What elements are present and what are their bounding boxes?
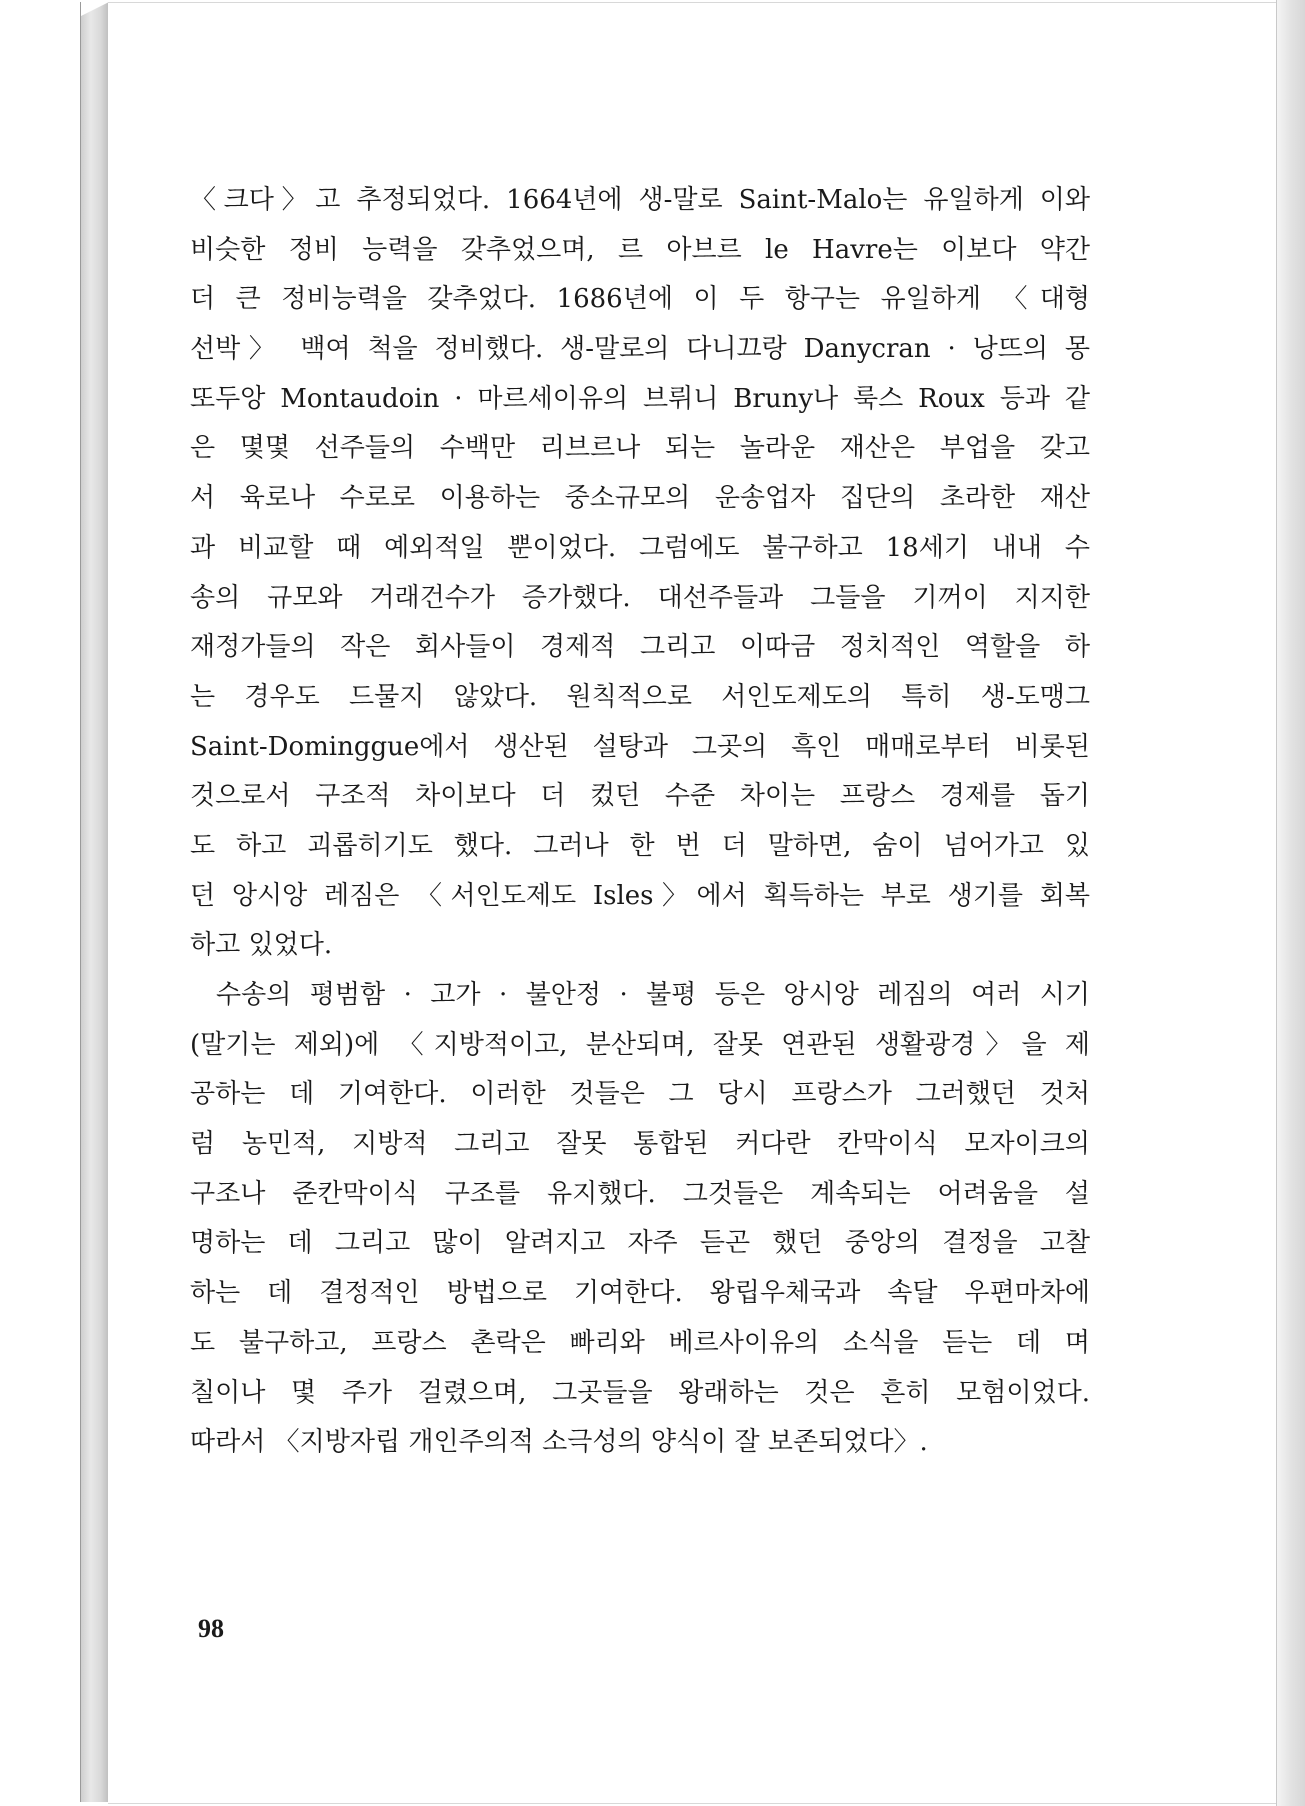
text-line: 하고 있었다. — [190, 930, 333, 961]
page-number: 98 — [198, 1614, 224, 1643]
text-line: 비슷한 정비 능력을 갖추었으며, 르 아브르 le Havre는 이보다 약간 — [190, 234, 1090, 265]
page-stack-edge-right — [1276, 0, 1305, 1806]
page-stack-edge-left — [80, 2, 109, 1802]
text-line: 도 불구하고, 프랑스 촌락은 빠리와 베르사이유의 소식을 듣는 데 며 — [190, 1327, 1090, 1358]
text-line: Saint-Dominggue에서 생산된 설탕과 그곳의 흑인 매매로부터 비롯된 — [190, 731, 1090, 762]
paragraph-1 — [190, 176, 1090, 971]
text-line: (말기는 제외)에 〈지방적이고, 분산되며, 잘못 연관된 생활광경〉을 제 — [190, 1029, 1090, 1060]
text-line: 송의 규모와 거래건수가 증가했다. 대선주들과 그들을 기꺼이 지지한 — [190, 582, 1090, 613]
text-line: 과 비교할 때 예외적일 뿐이었다. 그럼에도 불구하고 18세기 내내 수 — [190, 532, 1090, 563]
text-line: 재정가들의 작은 회사들이 경제적 그리고 이따금 정치적인 역할을 하 — [190, 632, 1090, 663]
text-line: 따라서 〈지방자립 개인주의적 소극성의 양식이 잘 보존되었다〉. — [190, 1427, 928, 1458]
text-line: 던 앙시앙 레짐은 〈서인도제도 Isles〉에서 획득하는 부로 생기를 회복 — [190, 880, 1090, 911]
text-line: 구조나 준칸막이식 구조를 유지했다. 그것들은 계속되는 어려움을 설 — [190, 1178, 1090, 1209]
text-line: 〈크다〉고 추정되었다. 1664년에 생-말로 Saint-Malo는 유일하게 이와 — [190, 185, 1090, 215]
text-line: 더 큰 정비능력을 갖추었다. 1686년에 이 두 항구는 유일하게 〈대형 — [190, 284, 1090, 315]
text-line: 선박〉 백여 척을 정비했다. 생-말로의 다니끄랑 Danycran · 낭뜨의 몽 — [190, 334, 1090, 365]
text-line: 것으로서 구조적 차이보다 더 컸던 수준 차이는 프랑스 경제를 돕기 — [190, 781, 1090, 812]
text-line: 수송의 평범함 · 고가 · 불안정 · 불평 등은 앙시앙 레짐의 여러 시기 — [216, 980, 1090, 1010]
text-line: 는 경우도 드물지 않았다. 원칙적으로 서인도제도의 특히 생-도맹그 — [190, 681, 1090, 712]
text-line: 명하는 데 그리고 많이 알려지고 자주 듣곤 했던 중앙의 결정을 고찰 — [190, 1228, 1090, 1259]
text-line: 은 몇몇 선주들의 수백만 리브르나 되는 놀라운 재산은 부업을 갖고 — [190, 433, 1090, 464]
text-line: 도 하고 괴롭히기도 했다. 그러나 한 번 더 말하면, 숨이 넘어가고 있 — [190, 830, 1090, 861]
text-line: 또두앙 Montaudoin · 마르세이유의 브뤼니 Bruny나 룩스 Roux 등과 같 — [190, 383, 1090, 414]
text-line: 서 육로나 수로로 이용하는 중소규모의 운송업자 집단의 초라한 재산 — [190, 483, 1090, 514]
text-line: 하는 데 결정적인 방법으로 기여한다. 왕립우체국과 속달 우편마차에 — [190, 1278, 1090, 1309]
paragraph-2 — [190, 971, 1090, 1468]
text-line: 럼 농민적, 지방적 그리고 잘못 통합된 커다란 칸막이식 모자이크의 — [190, 1129, 1090, 1160]
text-line: 공하는 데 기여한다. 이러한 것들은 그 당시 프랑스가 그러했던 것처 — [190, 1079, 1090, 1110]
body-text — [190, 176, 1090, 1468]
text-line: 칠이나 몇 주가 걸렸으며, 그곳들을 왕래하는 것은 흔히 모험이었다. — [190, 1377, 1090, 1408]
